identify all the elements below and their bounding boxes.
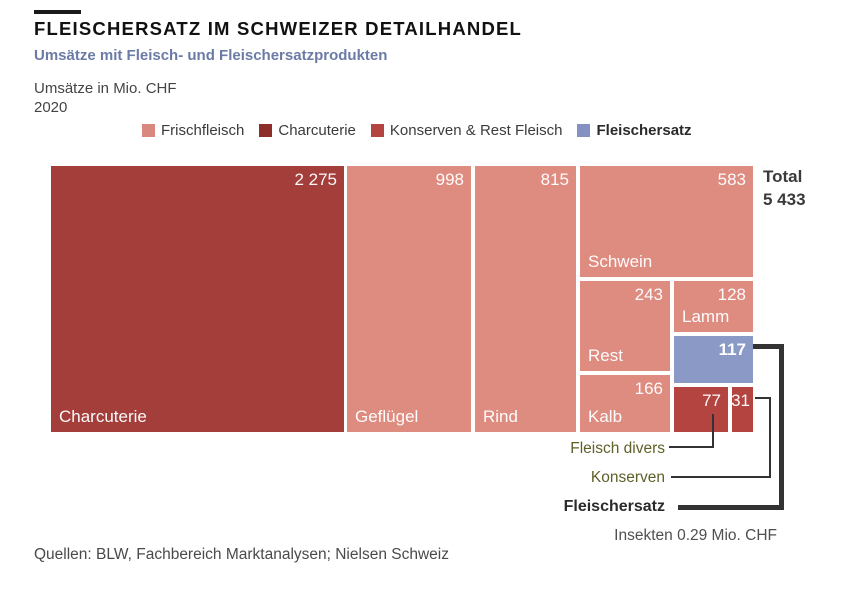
- treemap-block-rind: [475, 166, 576, 432]
- treemap-block-fleischersatz: [674, 336, 753, 383]
- treemap-block-schwein: [580, 166, 753, 277]
- legend-label: Fleischersatz: [596, 122, 692, 139]
- block-value: 583: [717, 170, 746, 189]
- legend-swatch-charcuterie: [259, 124, 272, 137]
- legend-item-konserven-rest: [371, 122, 563, 139]
- block-value: 998: [435, 170, 464, 189]
- legend: [142, 122, 692, 139]
- block-value: 2 275: [294, 170, 337, 189]
- callout-line-fleisch-divers: [712, 414, 714, 448]
- callout-label-konserven: Konserven: [590, 469, 665, 486]
- block-value: 243: [634, 285, 663, 304]
- block-value: 77: [702, 391, 721, 410]
- treemap-block-konserven: [732, 387, 753, 432]
- block-label: Schwein: [588, 252, 653, 271]
- legend-label: Charcuterie: [278, 122, 356, 139]
- treemap-block-fleisch-divers: [674, 387, 728, 432]
- callout-line-konserven: [671, 476, 771, 478]
- block-value: 815: [540, 170, 569, 189]
- block-label: Rind: [483, 407, 518, 426]
- year-label: 2020: [34, 99, 68, 116]
- treemap-block-charcuterie: [51, 166, 344, 432]
- source-line: Quellen: BLW, Fachbereich Marktanalysen; Nielsen Schweiz: [34, 546, 449, 563]
- callout-label-fleischersatz: Fleischersatz: [563, 498, 665, 515]
- callout-label-fleisch-divers: Fleisch divers: [570, 440, 665, 457]
- treemap-block-rest: [580, 281, 670, 371]
- callout-line-fleisch-divers: [669, 446, 714, 448]
- block-label: Charcuterie: [59, 407, 147, 426]
- legend-swatch-fleischersatz: [577, 124, 590, 137]
- legend-label: Konserven & Rest Fleisch: [389, 122, 563, 139]
- block-label: Kalb: [588, 407, 623, 426]
- legend-swatch-frischfleisch: [142, 124, 155, 137]
- callout-line-fleischersatz: [678, 505, 784, 510]
- legend-item-fleischersatz: [577, 122, 691, 139]
- treemap-block-kalb: [580, 375, 670, 432]
- unit-label: Umsätze in Mio. CHF: [34, 80, 177, 97]
- legend-label: Frischfleisch: [161, 122, 245, 139]
- block-label: Geflügel: [355, 407, 419, 426]
- legend-item-frischfleisch: [142, 122, 244, 139]
- block-value: 128: [717, 285, 746, 304]
- callout-line-fleischersatz: [779, 344, 784, 510]
- legend-swatch-konserven-rest: [371, 124, 384, 137]
- callout-line-konserven: [769, 397, 771, 478]
- legend-item-charcuterie: [259, 122, 356, 139]
- total-value: 5 433: [763, 190, 806, 209]
- page-title: FLEISCHERSATZ IM SCHWEIZER DETAILHANDEL: [34, 18, 523, 39]
- title-accent-bar: [34, 10, 81, 14]
- total-annotation: [763, 165, 806, 211]
- block-value: 166: [634, 379, 663, 398]
- block-value: 117: [718, 340, 746, 359]
- block-label: Lamm: [682, 307, 730, 326]
- block-label: Rest: [588, 346, 623, 365]
- treemap-block-lamm: [674, 281, 753, 332]
- treemap-block-gefluegel: [347, 166, 471, 432]
- page-subtitle: Umsätze mit Fleisch- und Fleischersatzprodukten: [34, 47, 388, 64]
- total-label: Total: [763, 167, 803, 186]
- block-value: 31: [731, 391, 750, 410]
- insekten-annotation: Insekten 0.29 Mio. CHF: [614, 527, 777, 544]
